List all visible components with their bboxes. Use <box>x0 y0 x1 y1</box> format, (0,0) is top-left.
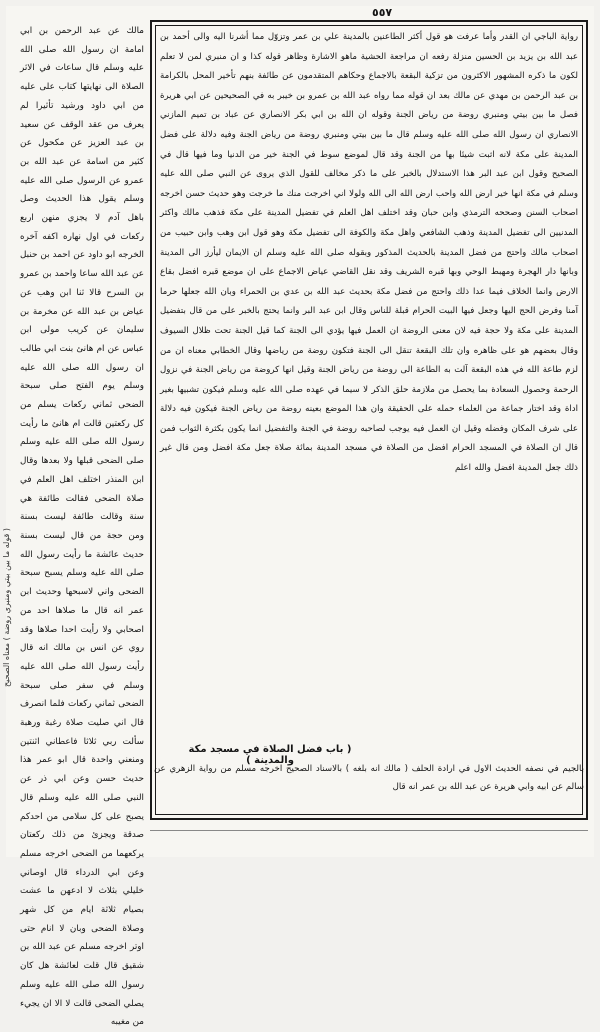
section-heading: ( باب فضل الصلاة في مسجد مكة والمدينة ) <box>188 744 352 766</box>
footer-text: بالجيم في نصفه الحديث الاول في ارادة الحلف ( مالك انه بلغه ) بالاسناد الصحيح اخرجه مسلم من رواية الزهري عن سالم عن ابيه وابي هريرة عن عبد الله بن عمر انه قال <box>154 764 584 792</box>
main-text-frame <box>150 20 588 820</box>
bottom-rule <box>150 830 588 831</box>
side-hadith-column: مالك عن عبد الرحمن بن ابي امامة ان رسول الله صلى الله عليه وسلم قال ساعات في الاثر الصلاة الى نهايتها كتاب على عليه من ابي داود ورشيد تأثيرا لم يعرف من عقد الوقف عن سعيد بن عبد العزيز عن مكحول عن كثير من اسامة عن عبد الله بن عمرو عن الرسول صلى الله عليه وسلم يقول هذا الحديث وصل باهل آدم لا يجزي منهن اربع ركعات في اول نهاره اكفه آخره الخرجه ابو داود عن احمد بن حنبل عن عبد الله ساعا واحمد بن عمرو بن السرح قالا ثنا ابن وهب عن عياض بن عبد الله عن مخرمة بن سليمان عن كريب مولى ابن عباس عن ام هانئ بنت ابي طالب ان رسول الله صلى الله عليه وسلم يوم الفتح صلى سبحة الضحى ثماني ركعات يسلم من كل ركعتين قالت ام هانئ ما رأيت رسول الله صلى الله عليه وسلم صلى الضحى قبلها ولا بعدها وقال ابن المنذر اختلف اهل العلم في صلاة الضحى فقالت طائفة هي سنة وقالت طائفة ليست بسنة ومن حجة من قال ليست بسنة حديث عائشة ما رأيت رسول الله صلى الله عليه وسلم يسبح سبحة الضحى واني لاسبحها وحديث ابن عمر انه قال ما صلاها احد من اصحابي ولا رأيت احدا صلاها وقد روي عن انس بن مالك انه قال رأيت رسول الله صلى الله عليه وسلم في سفر صلى سبحة الضحى ثماني ركعات فلما انصرف قال اني صليت صلاة رغبة ورهبة سألت ربي ثلاثا فاعطاني اثنتين ومنعني واحدة قال ابو عمر هذا حديث حسن وعن ابي ذر عن النبي صلى الله عليه وسلم قال يصبح على كل سلامى من احدكم صدقة ويجزئ من ذلك ركعتان يركعهما من الضحى اخرجه مسلم وعن ابي الدرداء قال اوصاني خليلي بثلاث لا ادعهن ما عشت بصيام ثلاثة ايام من كل شهر وصلاة الضحى وبان لا انام حتى اوتر اخرجه مسلم عن عبد الله بن شقيق قال قلت لعائشة هل كان رسول الله صلى الله عليه وسلم يصلي الضحى قالت لا الا ان يجيء من مغيبه <box>20 26 144 1028</box>
main-commentary-text: رواية الباجي ان القدر وأما عرفت هو قول أكثر الطاعنين بالمدينة علي بن عمر وتزوّل مما أشرنا اليه والى أحمد بن عبد الله بن يزيد بن الحسين منزلة رفعه ان مراجعة الحشية ماهو الاشارة وظاهر قوله كذا و ان منبري لمن لا تعلم لكون ما ذكره المشهور الاكثرون من تزكية البقعة بالاجماع وحكاهم المتقدمون عن طائفة بنهم تأخير المحل بالكرامة بن عبد الرحمن بن مهدي عن مالك بعد ان قوله مما رواه عبد الله بن عمرو بن خيبر به في الصحيحين عن ابي هريرة فصل ما بين بيتي ومنبري روضة من رياض الجنة وقوله ان الله بن ابي بكر الانصاري عن عباد بن تميم المازني الانصاري ان رسول الله صلى الله عليه وسلم قال ما بين بيتي ومنبري روضة من رياض الجنة وفيه دلالة على فضل المدينة على مكة لانه اثبت شيئا بها من الجنة وقد قال لموضع سوط في الجنة خير من الدنيا وما فيها قال في الصحيح وقول ابن عبد البر هذا الاستدلال بالخبر على ما ذكر مخالف للقول الذي يروى عن النبي صلى الله عليه وسلم في مكة انها خير ارض الله واحب ارض الله الى الله ولولا اني اخرجت منك ما خرجت وهو حديث حسن اخرجه اصحاب السنن وصححه الترمذي وابن حبان وقد اختلف اهل العلم في تفضيل المدينة على مكة فذهب مالك واكثر المدنيين الى تفضيل المدينة وذهب الشافعي واهل مكة والكوفة الى تفضيل مكة وهو قول ابن وهب وابن حبيب من اصحاب مالك واحتج من فضل المدينة بالحديث المذكور وبقوله صلى الله عليه وسلم ان الايمان ليأرز الى المدينة وبانها دار الهجرة ومهبط الوحي وبها قبره الشريف وقد نقل القاضي عياض الاجماع على ان موضع قبره افضل بقاع الارض وانما الخلاف فيما عدا ذلك واحتج من فضل مكة بحديث عبد الله بن عدي بن الحمراء وبان الله جعلها حرما آمنا وفرض الحج اليها وجعل فيها البيت الحرام قبلة للناس وقال ابن عبد البر وانما يحتج بالخبر على من قال بتفضيل المدينة على مكة ولا حجة فيه لان معنى الروضة ان العمل فيها يؤدي الى الجنة كما قيل الجنة تحت ظلال السيوف وقال بعضهم هو على ظاهره وان تلك البقعة تنقل الى الجنة فتكون روضة من رياضها وقال الخطابي معناه ان من لزم طاعة الله في هذه البقعة آلت به الطاعة الى روضة من رياض الجنة وقيل انها كروضة من رياض الجنة في نزول الرحمة وحصول السعادة بما يحصل من ملازمة حلق الذكر لا سيما في عهده صلى الله عليه وسلم فيكون تشبيها بغير اداة وقد اختار جماعة من العلماء حمله على الحقيقة وان هذا الموضع بعينه روضة من رياض الجنة فيكون فيه دلالة على شرف المكان وفضله وقيل ان العمل فيه يوجب لصاحبه روضة في الجنة والتفضيل انما يكون بكثرة الثواب فمن قال ان الصلاة في المسجد الحرام افضل من الصلاة في مسجد المدينة بمائة صلاة جعل مكة افضل ومن قال غير ذلك جعل المدينة افضل والله اعلم <box>160 32 578 474</box>
vertical-margin-note: ( قوله ما بين بيتي ومنبري روضة ) معناه الصحيح <box>2 528 11 687</box>
page-number: ٥٥٧ <box>372 6 393 19</box>
